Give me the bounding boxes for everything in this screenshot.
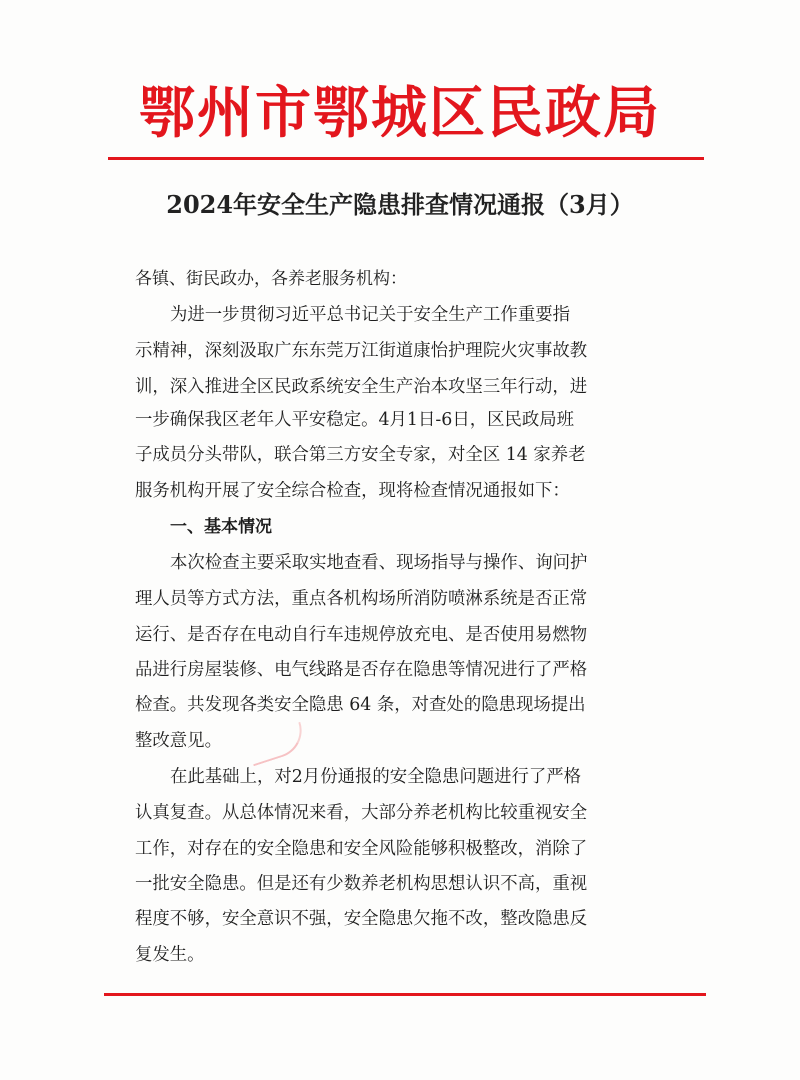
paragraph1-line-4: 一步确保我区老年人平安稳定。4月1日-6日，区民政局班 [135,410,575,430]
paragraph2-line-2: 理人员等方式方法，重点各机构场所消防喷淋系统是否正常 [135,589,588,609]
paragraph1-line-6: 服务机构开展了安全综合检查，现将检查情况通报如下： [135,481,570,501]
paragraph2-line-1: 本次检查主要采取实地查看、现场指导与操作、询问护 [170,553,588,573]
paragraph1-line-2: 示精神，深刻汲取广东东莞万江街道康怡护理院火灾事故教 [135,341,588,361]
paragraph3-line-4: 一批安全隐患。但是还有少数养老机构思想认识不高，重视 [135,874,588,894]
paragraph3-line-5: 程度不够，安全意识不强，安全隐患欠拖不改，整改隐患反 [135,909,588,929]
paragraph2-line-3: 运行、是否存在电动自行车违规停放充电、是否使用易燃物 [135,625,588,645]
paragraph1-line-3: 训，深入推进全区民政系统安全生产治本攻坚三年行动，进 [135,377,588,397]
footer-red-rule [104,993,706,996]
masthead-red-rule [108,157,704,160]
paragraph2-line-4: 品进行房屋装修、电气线路是否存在隐患等情况进行了严格 [135,660,588,680]
paragraph2-line-6: 整改意见。 [135,731,222,751]
paragraph1-line-1: 为进一步贯彻习近平总书记关于安全生产工作重要指 [170,305,570,325]
paragraph1-line-5: 子成员分头带队，联合第三方安全专家，对全区 14 家养老 [135,445,586,465]
addressee-line: 各镇、街民政办，各养老服务机构： [135,269,407,289]
section-heading: 一、基本情况 [170,517,272,537]
faint-stamp-mark [245,722,309,767]
masthead-title: 鄂州市鄂城区民政局 [139,81,661,146]
paragraph3-line-3: 工作，对存在的安全隐患和安全风险能够积极整改，消除了 [135,839,588,859]
paragraph2-line-5: 检查。共发现各类安全隐患 64 条，对查处的隐患现场提出 [135,695,586,715]
paragraph3-line-6: 复发生。 [135,945,205,965]
paragraph3-line-2: 认真复查。从总体情况来看，大部分养老机构比较重视安全 [135,803,588,823]
document-title: 2024年安全生产隐患排查情况通报（3月） [166,190,634,219]
paragraph3-line-1: 在此基础上，对2月份通报的安全隐患问题进行了严格 [170,767,582,787]
